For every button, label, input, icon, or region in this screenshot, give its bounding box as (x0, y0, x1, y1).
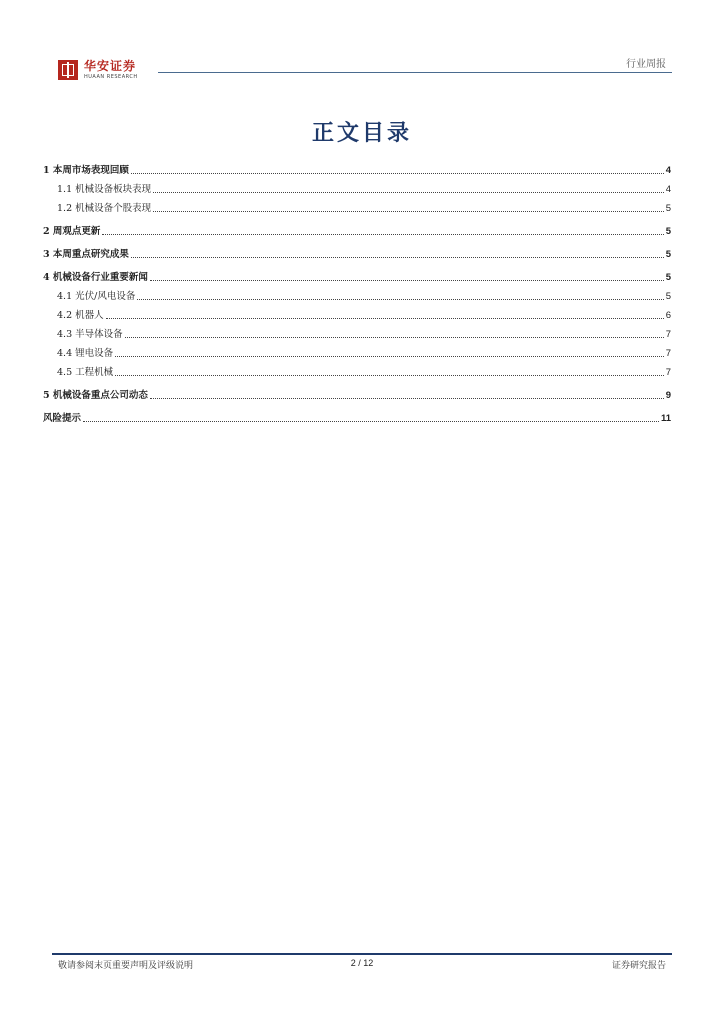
toc-entry-page: 5 (665, 272, 671, 283)
toc-entry-page: 4 (665, 165, 671, 176)
toc-entry-label: 3 本周重点研究成果 (43, 249, 129, 260)
toc-entry-page: 7 (665, 329, 671, 340)
toc-leader-dots (106, 318, 664, 319)
toc-leader-dots (131, 173, 664, 174)
logo-english-name: HUAAN RESEARCH (84, 74, 138, 80)
toc-entry[interactable] (43, 248, 671, 261)
toc-entry-page: 5 (665, 291, 671, 302)
header-divider (158, 72, 672, 73)
toc-entry[interactable] (43, 328, 671, 341)
toc-entry-page: 7 (665, 348, 671, 359)
toc-leader-dots (131, 257, 664, 258)
toc-entry-label: 4.4 锂电设备 (57, 348, 114, 359)
toc-entry-page: 9 (665, 390, 671, 401)
page-indicator: 2 / 12 (350, 958, 374, 968)
toc-entry-page: 5 (665, 203, 671, 214)
toc-entry-label: 5 机械设备重点公司动态 (43, 390, 148, 401)
toc-entry-page: 6 (665, 310, 671, 321)
toc-entry-label: 4.5 工程机械 (57, 367, 114, 378)
toc-entry-label: 2 周观点更新 (43, 226, 101, 237)
toc-entry-label: 4 机械设备行业重要新闻 (43, 272, 148, 283)
toc-leader-dots (125, 337, 664, 338)
toc-entry[interactable] (43, 366, 671, 379)
toc-entry[interactable] (43, 164, 671, 177)
toc-leader-dots (153, 211, 664, 212)
footer-divider (52, 953, 672, 955)
logo-chinese-name: 华安证券 (84, 59, 137, 73)
toc-entry-label: 4.2 机器人 (57, 310, 104, 321)
toc-entry[interactable] (43, 290, 671, 303)
toc-entry-page: 4 (665, 184, 671, 195)
toc-leader-dots (137, 299, 663, 300)
table-of-contents (43, 164, 671, 425)
toc-leader-dots (150, 398, 664, 399)
toc-entry-label: 1 本周市场表现回顾 (43, 165, 129, 176)
toc-entry-page: 7 (665, 367, 671, 378)
company-logo (58, 60, 138, 80)
toc-entry[interactable] (43, 309, 671, 322)
toc-leader-dots (115, 375, 664, 376)
footer-disclaimer: 敬请参阅末页重要声明及评级说明 (58, 961, 194, 971)
page-header (0, 0, 724, 90)
toc-entry[interactable] (43, 202, 671, 215)
toc-title: 正文目录 (311, 120, 412, 146)
logo-emblem-icon (58, 60, 78, 80)
toc-leader-dots (153, 192, 664, 193)
toc-entry[interactable] (43, 271, 671, 284)
toc-entry[interactable] (43, 412, 671, 425)
toc-entry-page: 5 (665, 249, 671, 260)
toc-entry[interactable] (43, 347, 671, 360)
footer-doc-type: 证券研究报告 (611, 961, 666, 971)
toc-leader-dots (115, 356, 664, 357)
toc-entry-label: 1.1 机械设备板块表现 (57, 184, 152, 195)
toc-entry-label: 1.2 机械设备个股表现 (57, 203, 152, 214)
toc-entry-page: 11 (660, 413, 671, 424)
toc-leader-dots (102, 234, 663, 235)
report-type-label: 行业周报 (626, 59, 666, 70)
toc-entry-label: 4.1 光伏/风电设备 (57, 291, 136, 302)
toc-entry[interactable] (43, 183, 671, 196)
toc-entry-label: 风险提示 (43, 413, 82, 424)
toc-entry[interactable] (43, 389, 671, 402)
toc-leader-dots (83, 421, 659, 422)
toc-leader-dots (150, 280, 664, 281)
toc-entry-page: 5 (665, 226, 671, 237)
toc-entry-label: 4.3 半导体设备 (57, 329, 123, 340)
toc-entry[interactable] (43, 225, 671, 238)
